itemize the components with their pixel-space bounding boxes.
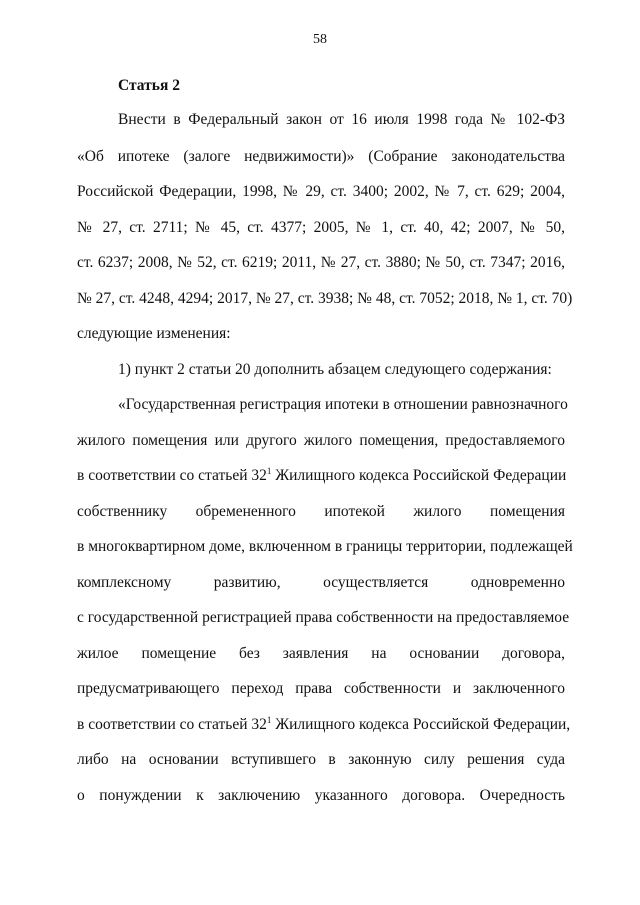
quote-line-7: с государственной регистрацией права собственности на предоставляемое (77, 609, 570, 626)
intro-line-2: «Об ипотеке (залоге недвижимости)» (Собрание законодательства (77, 148, 565, 165)
quote-line-3-part-2: Жилищного кодекса Российской Федерации (271, 467, 567, 484)
quote-line-3 (77, 466, 565, 486)
intro-line-5: ст. 6237; 2008, № 52, ст. 6219; 2011, № 27, ст. 3880; № 50, ст. 7347; 2016, (77, 254, 565, 271)
page-number: 58 (313, 32, 327, 47)
superscript-1: 1 (266, 465, 272, 476)
quote-line-9: предусматривающего переход права собственности и заключенного (77, 680, 565, 697)
quote-line-1: «Государственная регистрация ипотеки в отношении равнозначного (118, 396, 568, 413)
article-title: Статья 2 (118, 77, 180, 94)
intro-line-3: Российской Федерации, 1998, № 29, ст. 3400; 2002, № 7, ст. 629; 2004, (77, 183, 565, 200)
quote-line-11: либо на основании вступившего в законную силу решения суда (77, 751, 565, 768)
intro-line-4: № 27, ст. 2711; № 45, ст. 4377; 2005, № 1, ст. 40, 42; 2007, № 50, (77, 219, 565, 236)
item-1: 1) пункт 2 статьи 20 дополнить абзацем следующего содержания: (118, 361, 552, 378)
intro-line-1: Внести в Федеральный закон от 16 июля 1998 года № 102-ФЗ (118, 111, 565, 128)
quote-line-10-part-1: в соответствии со статьей 32 (77, 716, 267, 733)
quote-line-10-part-2: Жилищного кодекса Российской Федерации, (271, 716, 571, 733)
quote-line-5: в многоквартирном доме, включенном в границы территории, подлежащей (77, 538, 573, 555)
quote-line-4: собственнику обремененного ипотекой жилого помещения (77, 503, 565, 520)
quote-line-3-part-1: в соответствии со статьей 32 (77, 467, 267, 484)
quote-line-8: жилое помещение без заявления на основании договора, (77, 645, 565, 662)
quote-line-2: жилого помещения или другого жилого помещения, предоставляемого (77, 432, 565, 449)
quote-line-6: комплексному развитию, осуществляется одновременно (77, 574, 565, 591)
quote-line-12: о понуждении к заключению указанного договора. Очередность (77, 787, 565, 804)
quote-line-10 (77, 714, 571, 735)
intro-line-7: следующие изменения: (77, 325, 231, 342)
superscript-1b: 1 (266, 714, 272, 725)
intro-line-6: № 27, ст. 4248, 4294; 2017, № 27, ст. 3938; № 48, ст. 7052; 2018, № 1, ст. 70) (77, 290, 573, 307)
